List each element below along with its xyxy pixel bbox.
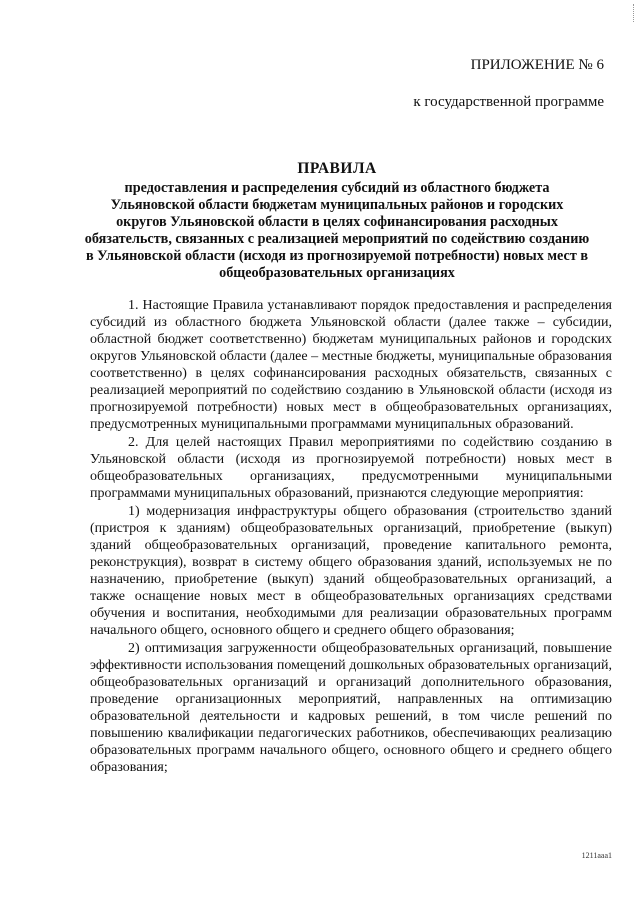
footer-code: 1211ааа1 [581,851,612,860]
paragraph-2-item-2: 2) оптимизация загруженности общеобразовательных организаций, повышение эффективности использования помещений дошкольных образовательных организаций, общеобразовательных организаций и организаций дополнительного образования, проведение организационных мероприятий, направленных на оптимизацию образовательной деятельности и кадровых решений, в том числе решений по повышению квалификации педагогических работников, обеспечивающих реализацию образовательных программ начального общего, основного общего и среднего общего образования; [90,641,612,775]
document-body [90,297,612,777]
title-subtitle: предоставления и распределения субсидий из областного бюджета Ульяновской области бюджетам муниципальных районов и городских округов Ульяновской области в целях софинансирования расходных обязательств, связанных с реализацией мероприятий по содействию созданию в Ульяновской области (исходя из прогнозируемой потребности) новых мест в общеобразовательных организациях [84,180,590,281]
appendix-number: ПРИЛОЖЕНИЕ № 6 [470,57,604,73]
paragraph-1: 1. Настоящие Правила устанавливают порядок предоставления и распределения субсидий из областного бюджета Ульяновской области (далее также – субсидии, областной бюджет соответственно) бюджетам муниципальных районов и городских округов Ульяновской области (далее – местные бюджеты, муниципальные образования соответственно) в целях софинансирования расходных обязательств, связанных с реализацией мероприятий по содействию созданию в Ульяновской области (исходя из прогнозируемой потребности) новых мест в общеобразовательных организациях, предусмотренных муниципальными программами муниципальных образований. [90,298,612,432]
paragraph-2: 2. Для целей настоящих Правил мероприятиями по содействию созданию в Ульяновской области (исходя из прогнозируемой потребности) новых мест в общеобразовательных организациях, предусмотренными муниципальными программами муниципальных образований, признаются следующие мероприятия: [90,435,612,501]
document-title [84,160,590,282]
appendix-reference: к государственной программе [413,94,604,110]
scan-edge-mark [633,4,638,22]
paragraph-2-item-1: 1) модернизация инфраструктуры общего образования (строительство зданий (пристроя к зданиям) общеобразовательных организаций, приобретение (выкуп) зданий общеобразовательных организаций, проведение капитального ремонта, реконструкция), возврат в систему общего образования зданий, используемых не по назначению, приобретение (выкуп) зданий общеобразовательных организаций, а также оснащение новых мест в общеобразовательных организациях средствами обучения и воспитания, необходимыми для реализации образовательных программ начального общего, основного общего и среднего общего образования; [90,504,612,638]
title-main: ПРАВИЛА [297,160,377,177]
